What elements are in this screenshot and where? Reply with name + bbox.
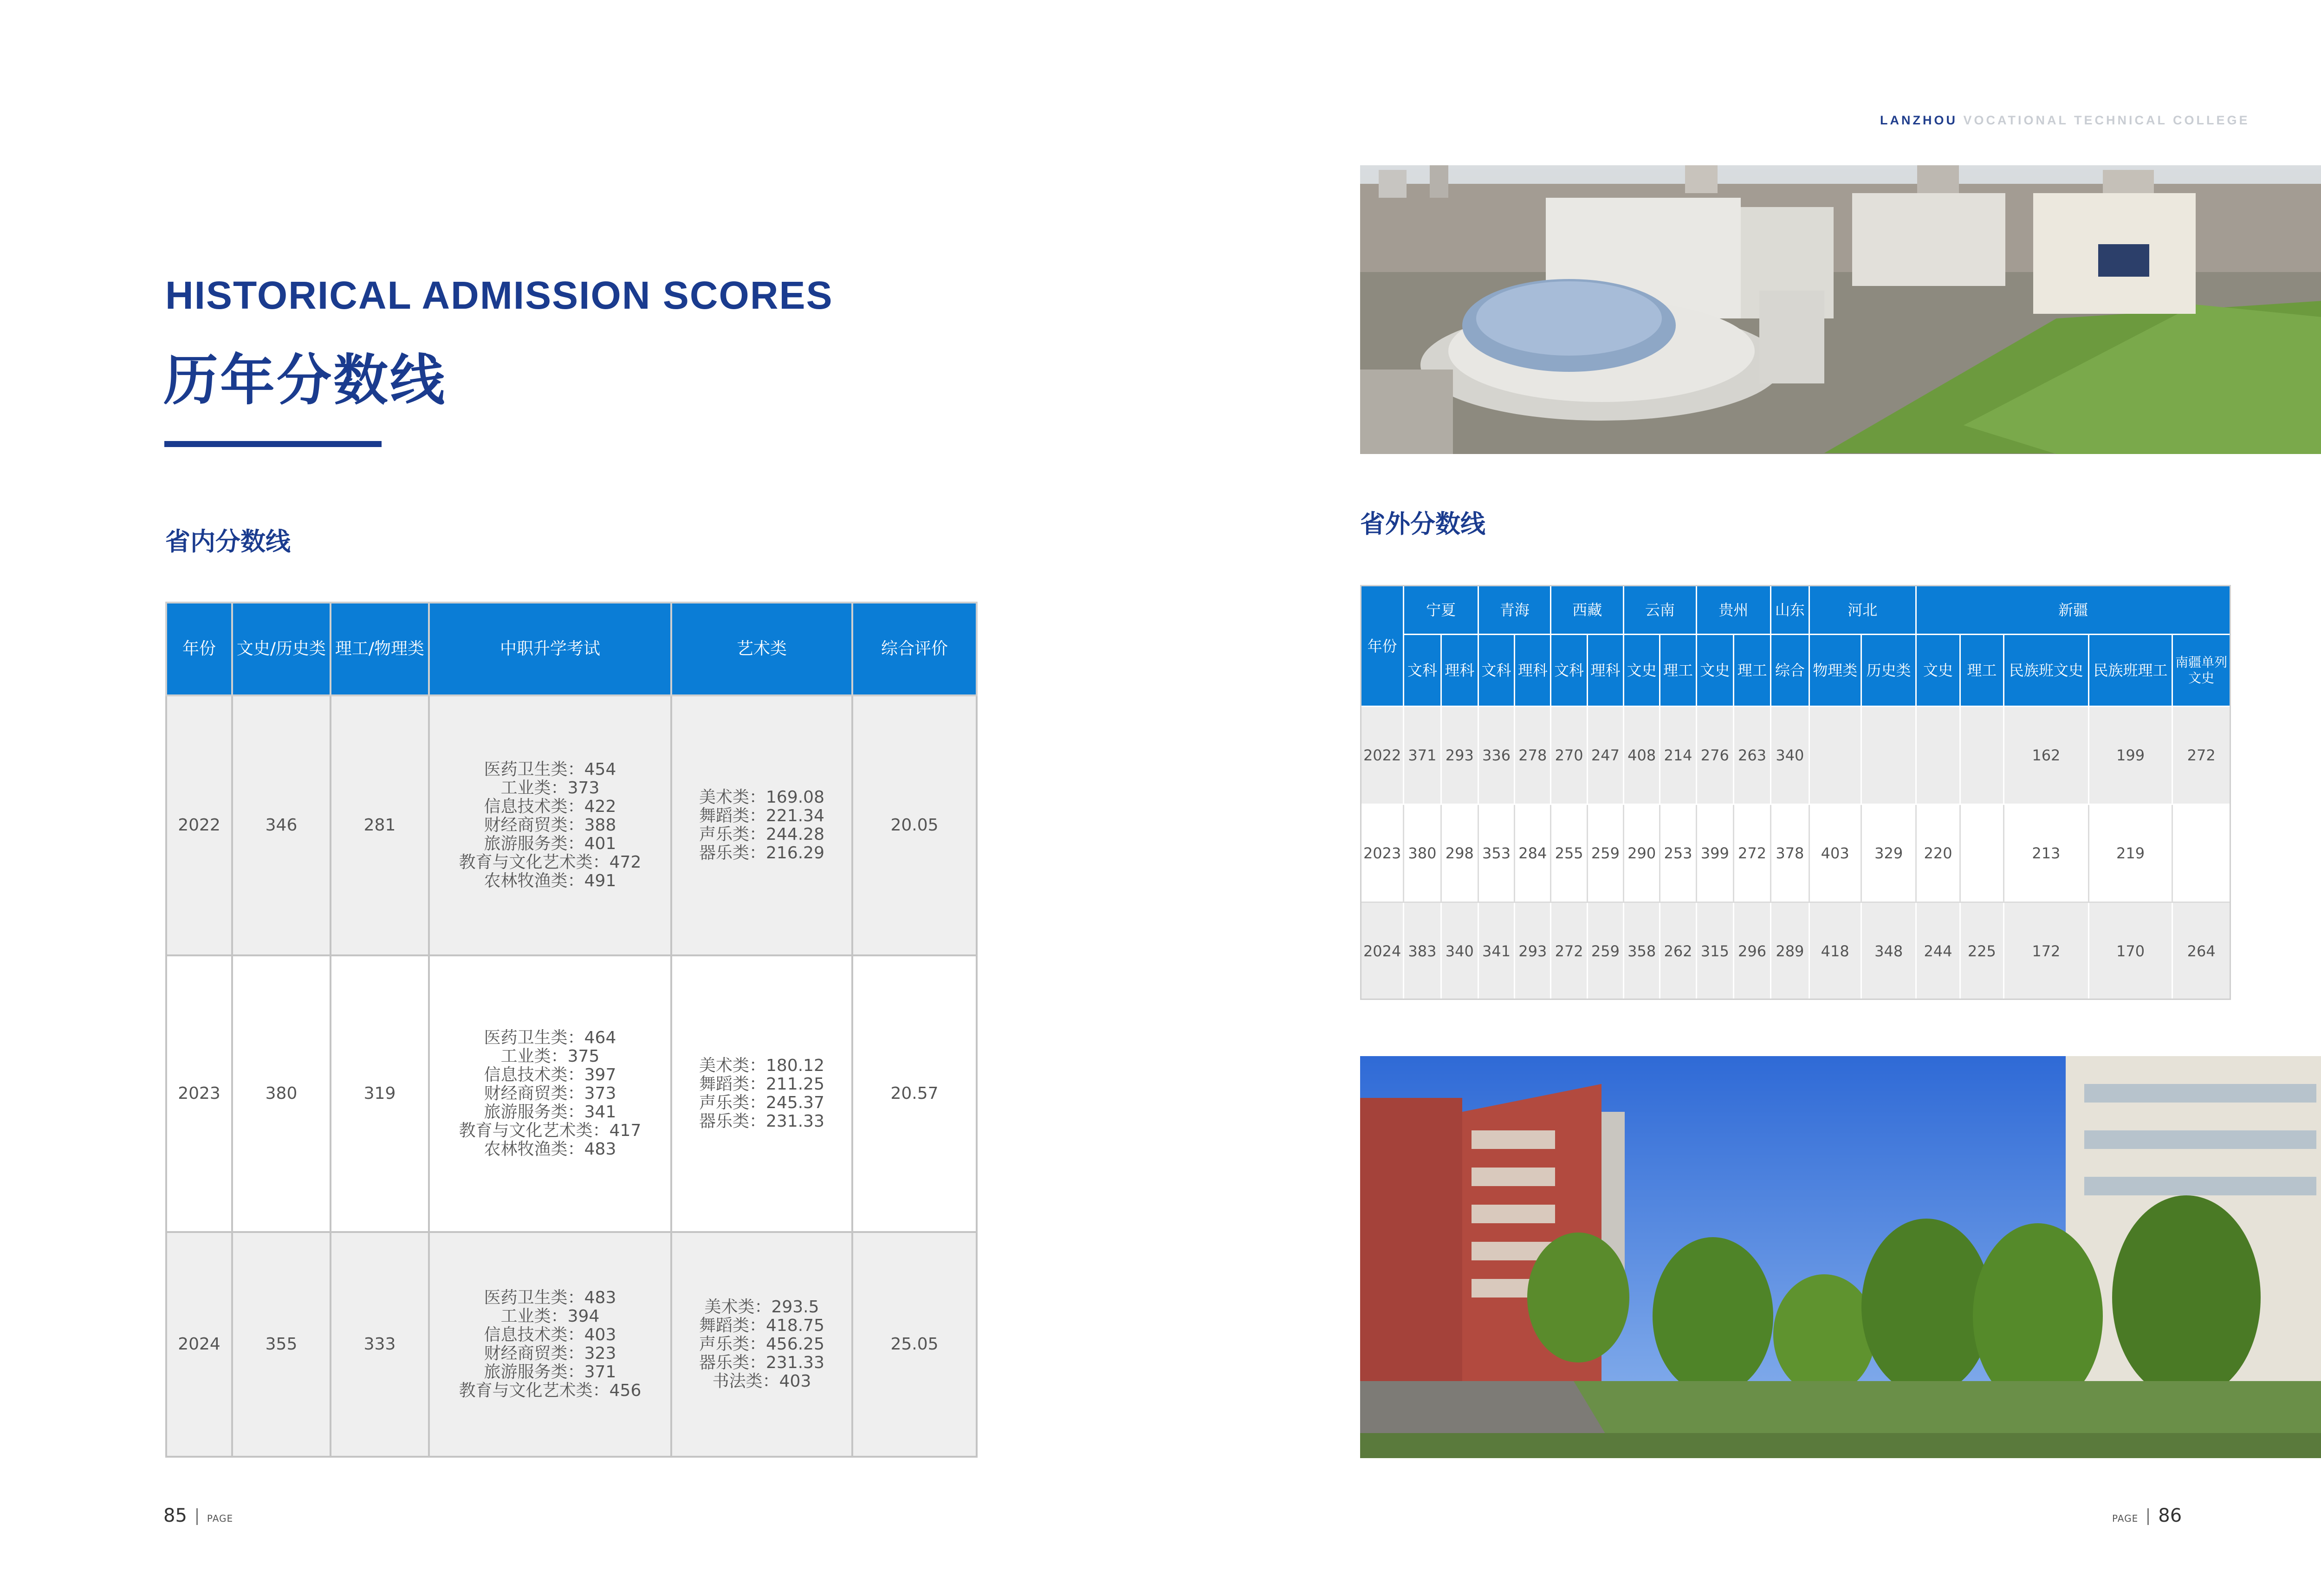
list-item: 财经商贸类：373 bbox=[484, 1084, 616, 1103]
province-qinghai: 青海 bbox=[1478, 586, 1551, 635]
brand-part1: LANZHOU bbox=[1880, 113, 1958, 127]
cell-score: 170 bbox=[2088, 902, 2172, 1000]
cell-score: 358 bbox=[1624, 902, 1660, 1000]
cell-year: 2023 bbox=[1361, 804, 1404, 902]
province-shandong: 山东 bbox=[1771, 586, 1809, 635]
cell-score: 172 bbox=[2004, 902, 2089, 1000]
col-header-year: 年份 bbox=[1361, 586, 1404, 707]
province-hebei: 河北 bbox=[1809, 586, 1916, 635]
section-title-in-province: 省内分数线 bbox=[165, 527, 291, 556]
cell-score: 199 bbox=[2088, 707, 2172, 804]
cell-score: 298 bbox=[1441, 804, 1478, 902]
cell-zonghe: 20.57 bbox=[852, 955, 977, 1232]
campus-street-photo bbox=[1360, 1056, 2321, 1458]
cell-ligong: 281 bbox=[331, 695, 429, 955]
list-item: 声乐类：245.37 bbox=[699, 1093, 824, 1112]
subheader: 理工 bbox=[1660, 635, 1696, 707]
campus-aerial-photo bbox=[1360, 165, 2321, 454]
cell-art bbox=[671, 1232, 852, 1457]
cell-score bbox=[1809, 707, 1861, 804]
subheader: 理工 bbox=[1733, 635, 1770, 707]
col-header-wenshi: 文史/历史类 bbox=[232, 603, 331, 695]
list-item: 财经商贸类：323 bbox=[484, 1344, 616, 1363]
cell-score bbox=[2172, 804, 2230, 902]
cell-score: 219 bbox=[2088, 804, 2172, 902]
cell-score: 214 bbox=[1660, 707, 1696, 804]
subheader: 理工 bbox=[1960, 635, 2003, 707]
cell-score: 418 bbox=[1809, 902, 1861, 1000]
province-ningxia: 宁夏 bbox=[1404, 586, 1478, 635]
page-title-en: HISTORICAL ADMISSION SCORES bbox=[165, 273, 833, 317]
subheader: 理科 bbox=[1587, 635, 1623, 707]
cell-year: 2024 bbox=[166, 1232, 232, 1457]
table-row bbox=[166, 1232, 977, 1457]
list-item: 信息技术类：403 bbox=[484, 1325, 616, 1344]
cell-score: 403 bbox=[1809, 804, 1861, 902]
cell-score: 264 bbox=[2172, 902, 2230, 1000]
list-item: 财经商贸类：388 bbox=[484, 816, 616, 835]
subheader: 文史 bbox=[1624, 635, 1660, 707]
province-xinjiang: 新疆 bbox=[1916, 586, 2230, 635]
subheader: 南疆单列文史 bbox=[2172, 635, 2230, 707]
cell-score: 272 bbox=[1733, 804, 1770, 902]
list-item: 医药卫生类：454 bbox=[484, 760, 616, 779]
col-header-year: 年份 bbox=[166, 603, 232, 695]
cell-score: 225 bbox=[1960, 902, 2003, 1000]
list-item: 医药卫生类：464 bbox=[484, 1028, 616, 1047]
cell-score: 272 bbox=[1551, 902, 1587, 1000]
in-province-score-table bbox=[165, 602, 978, 1458]
list-item: 美术类：293.5 bbox=[704, 1298, 819, 1317]
page-number-right-value: 86 bbox=[2158, 1505, 2182, 1526]
province-yunnan: 云南 bbox=[1624, 586, 1697, 635]
list-item: 声乐类：456.25 bbox=[699, 1335, 824, 1354]
list-item: 舞蹈类：221.34 bbox=[699, 806, 824, 825]
list-item: 农林牧渔类：491 bbox=[484, 871, 616, 890]
subheader: 物理类 bbox=[1809, 635, 1861, 707]
list-item: 教育与文化艺术类：456 bbox=[459, 1381, 642, 1400]
cell-score: 278 bbox=[1515, 707, 1551, 804]
subheader: 理科 bbox=[1441, 635, 1478, 707]
cell-score: 276 bbox=[1696, 707, 1733, 804]
cell-score bbox=[1861, 707, 1916, 804]
list-item: 教育与文化艺术类：417 bbox=[459, 1121, 642, 1140]
subheader: 文史 bbox=[1696, 635, 1733, 707]
col-header-zonghe: 综合评价 bbox=[852, 603, 977, 695]
cell-score bbox=[1960, 707, 2003, 804]
subheader: 综合 bbox=[1771, 635, 1809, 707]
page-number-left-value: 85 bbox=[163, 1505, 187, 1526]
cell-art bbox=[671, 695, 852, 955]
cell-score: 255 bbox=[1551, 804, 1587, 902]
page-label-left: PAGE bbox=[207, 1513, 233, 1524]
col-header-ligong: 理工/物理类 bbox=[331, 603, 429, 695]
cell-score: 259 bbox=[1587, 902, 1623, 1000]
table-row bbox=[1361, 902, 2230, 1000]
cell-score: 353 bbox=[1478, 804, 1514, 902]
list-item: 旅游服务类：341 bbox=[484, 1103, 616, 1122]
list-item: 书法类：403 bbox=[712, 1372, 811, 1391]
cell-score: 296 bbox=[1733, 902, 1770, 1000]
list-item: 器乐类：216.29 bbox=[699, 843, 824, 863]
page-number-right bbox=[2112, 1505, 2182, 1526]
subheader: 文科 bbox=[1551, 635, 1587, 707]
cell-year: 2022 bbox=[1361, 707, 1404, 804]
list-item: 信息技术类：422 bbox=[484, 797, 616, 816]
cell-score bbox=[1960, 804, 2003, 902]
cell-score: 340 bbox=[1441, 902, 1478, 1000]
cell-score bbox=[1916, 707, 1960, 804]
page-number-left bbox=[163, 1505, 233, 1526]
cell-score: 329 bbox=[1861, 804, 1916, 902]
cell-score: 284 bbox=[1515, 804, 1551, 902]
table-row bbox=[166, 695, 977, 955]
list-item: 工业类：373 bbox=[500, 779, 600, 798]
list-item: 工业类：394 bbox=[500, 1307, 600, 1326]
list-item: 信息技术类：397 bbox=[484, 1065, 616, 1084]
cell-score: 244 bbox=[1916, 902, 1960, 1000]
cell-score: 290 bbox=[1624, 804, 1660, 902]
cell-wenshi: 380 bbox=[232, 955, 331, 1232]
cell-score: 341 bbox=[1478, 902, 1514, 1000]
cell-score: 340 bbox=[1771, 707, 1809, 804]
cell-art bbox=[671, 955, 852, 1232]
cell-score: 272 bbox=[2172, 707, 2230, 804]
cell-zhongzhi bbox=[429, 1232, 671, 1457]
list-item: 农林牧渔类：483 bbox=[484, 1140, 616, 1159]
subheader: 文史 bbox=[1916, 635, 1960, 707]
list-item: 教育与文化艺术类：472 bbox=[459, 853, 642, 872]
cell-zonghe: 25.05 bbox=[852, 1232, 977, 1457]
cell-score: 270 bbox=[1551, 707, 1587, 804]
list-item: 美术类：180.12 bbox=[699, 1056, 824, 1075]
cell-score: 408 bbox=[1624, 707, 1660, 804]
list-item: 器乐类：231.33 bbox=[699, 1353, 824, 1372]
cell-score: 399 bbox=[1696, 804, 1733, 902]
subheader: 文科 bbox=[1404, 635, 1441, 707]
list-item: 器乐类：231.33 bbox=[699, 1112, 824, 1131]
brand-part2: VOCATIONAL TECHNICAL COLLEGE bbox=[1963, 113, 2250, 127]
cell-score: 220 bbox=[1916, 804, 1960, 902]
cell-score: 383 bbox=[1404, 902, 1441, 1000]
cell-score: 378 bbox=[1771, 804, 1809, 902]
list-item: 舞蹈类：418.75 bbox=[699, 1316, 824, 1335]
cell-score: 247 bbox=[1587, 707, 1623, 804]
cell-score: 348 bbox=[1861, 902, 1916, 1000]
col-header-zhongzhi: 中职升学考试 bbox=[429, 603, 671, 695]
list-item: 医药卫生类：483 bbox=[484, 1288, 616, 1307]
cell-score: 336 bbox=[1478, 707, 1514, 804]
title-underline bbox=[164, 441, 382, 447]
subheader: 历史类 bbox=[1861, 635, 1916, 707]
cell-zhongzhi bbox=[429, 955, 671, 1232]
list-item: 声乐类：244.28 bbox=[699, 825, 824, 844]
cell-score: 213 bbox=[2004, 804, 2089, 902]
subheader: 民族班理工 bbox=[2088, 635, 2172, 707]
list-item: 工业类：375 bbox=[500, 1047, 600, 1066]
cell-zhongzhi bbox=[429, 695, 671, 955]
college-brand bbox=[1880, 113, 2250, 128]
list-item: 旅游服务类：371 bbox=[484, 1362, 616, 1382]
list-item: 美术类：169.08 bbox=[699, 788, 824, 807]
page-title-zh: 历年分数线 bbox=[163, 348, 447, 412]
table-row bbox=[1361, 804, 2230, 902]
cell-score: 263 bbox=[1733, 707, 1770, 804]
cell-score: 262 bbox=[1660, 902, 1696, 1000]
cell-score: 293 bbox=[1441, 707, 1478, 804]
cell-score: 259 bbox=[1587, 804, 1623, 902]
page-label-right: PAGE bbox=[2112, 1513, 2139, 1524]
cell-score: 315 bbox=[1696, 902, 1733, 1000]
province-guizhou: 贵州 bbox=[1696, 586, 1771, 635]
section-title-out-province: 省外分数线 bbox=[1360, 509, 1485, 538]
cell-score: 289 bbox=[1771, 902, 1809, 1000]
page-separator bbox=[196, 1508, 198, 1525]
list-item: 舞蹈类：211.25 bbox=[699, 1075, 824, 1094]
col-header-art: 艺术类 bbox=[671, 603, 852, 695]
out-province-score-table bbox=[1360, 585, 2231, 1001]
cell-zonghe: 20.05 bbox=[852, 695, 977, 955]
cell-ligong: 319 bbox=[331, 955, 429, 1232]
page-separator bbox=[2147, 1508, 2149, 1525]
cell-score: 253 bbox=[1660, 804, 1696, 902]
cell-score: 293 bbox=[1515, 902, 1551, 1000]
cell-score: 371 bbox=[1404, 707, 1441, 804]
table-row bbox=[166, 955, 977, 1232]
cell-wenshi: 346 bbox=[232, 695, 331, 955]
cell-ligong: 333 bbox=[331, 1232, 429, 1457]
subheader: 文科 bbox=[1478, 635, 1514, 707]
cell-year: 2023 bbox=[166, 955, 232, 1232]
list-item: 旅游服务类：401 bbox=[484, 834, 616, 853]
province-xizang: 西藏 bbox=[1551, 586, 1624, 635]
cell-year: 2022 bbox=[166, 695, 232, 955]
cell-score: 162 bbox=[2004, 707, 2089, 804]
cell-year: 2024 bbox=[1361, 902, 1404, 1000]
table-row bbox=[1361, 707, 2230, 804]
subheader: 民族班文史 bbox=[2004, 635, 2089, 707]
cell-wenshi: 355 bbox=[232, 1232, 331, 1457]
subheader: 理科 bbox=[1515, 635, 1551, 707]
cell-score: 380 bbox=[1404, 804, 1441, 902]
